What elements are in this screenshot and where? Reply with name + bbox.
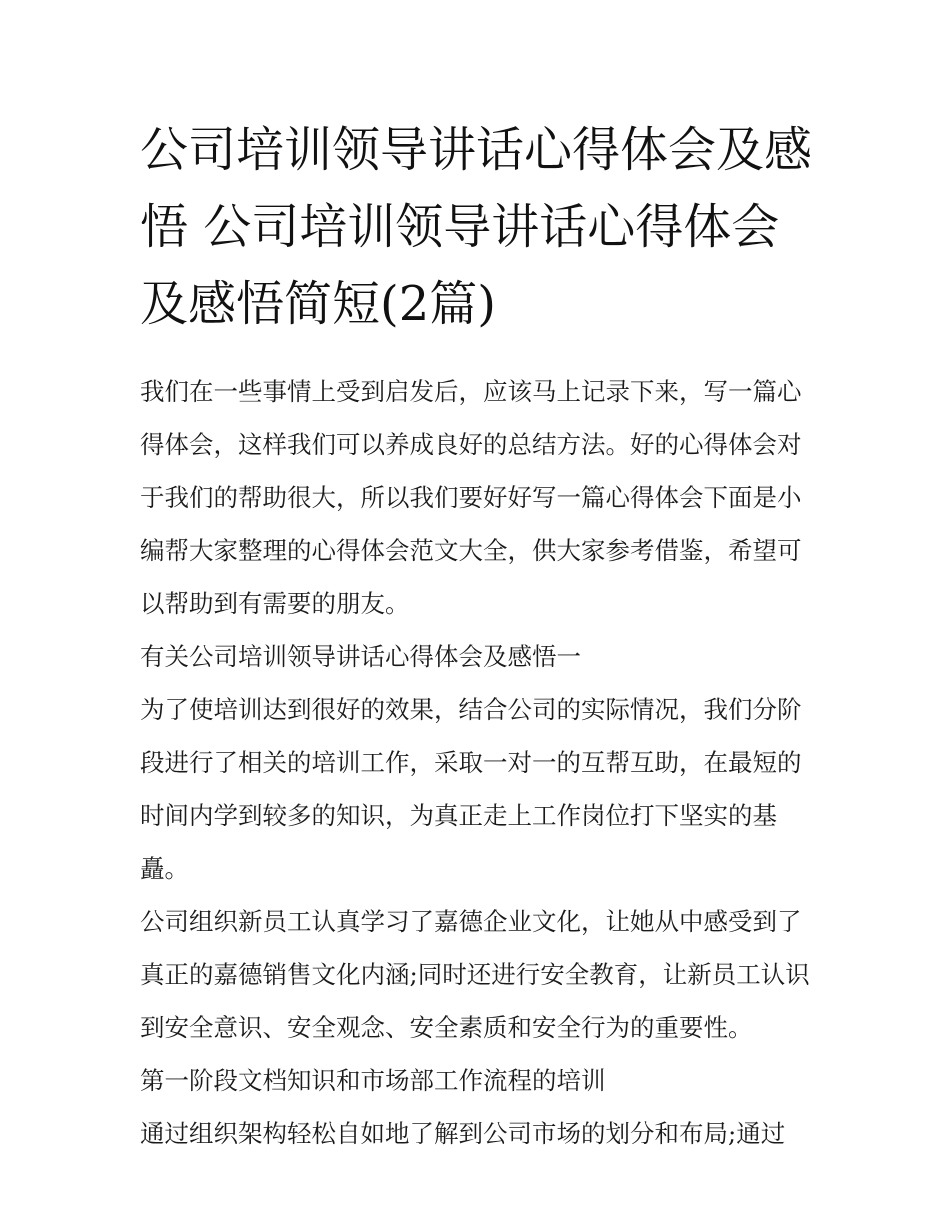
body-paragraph: 公司组织新员工认真学习了嘉德企业文化，让她从中感受到了真正的嘉德销售文化内涵;同时还进行安全教育，让新员工认识到安全意识、安全观念、安全素质和安全行为的重要性。 bbox=[140, 907, 810, 1042]
stage-heading: 第一阶段文档知识和市场部工作流程的培训 bbox=[140, 1066, 606, 1095]
document-body bbox=[140, 112, 815, 1160]
document-title: 公司培训领导讲话心得体会及感悟 公司培训领导讲话心得体会及感悟简短(2篇) bbox=[140, 122, 813, 332]
section-heading: 有关公司培训领导讲话心得体会及感悟一 bbox=[140, 642, 581, 671]
body-paragraph: 通过组织架构轻松自如地了解到公司市场的划分和布局;通过 bbox=[140, 1119, 786, 1148]
intro-paragraph: 我们在一些事情上受到启发后，应该马上记录下来，写一篇心得体会，这样我们可以养成良好的总结方法。好的心得体会对于我们的帮助很大，所以我们要好好写一篇心得体会下面是小编帮大家整理的心得体会范文大全，供大家参考借鉴，希望可以帮助到有需要的朋友。 bbox=[140, 377, 802, 618]
body-paragraph: 为了使培训达到很好的效果，结合公司的实际情况，我们分阶段进行了相关的培训工作，采取一对一的互帮互助，在最短的时间内学到较多的知识，为真正走上工作岗位打下坚实的基矗。 bbox=[140, 695, 802, 883]
